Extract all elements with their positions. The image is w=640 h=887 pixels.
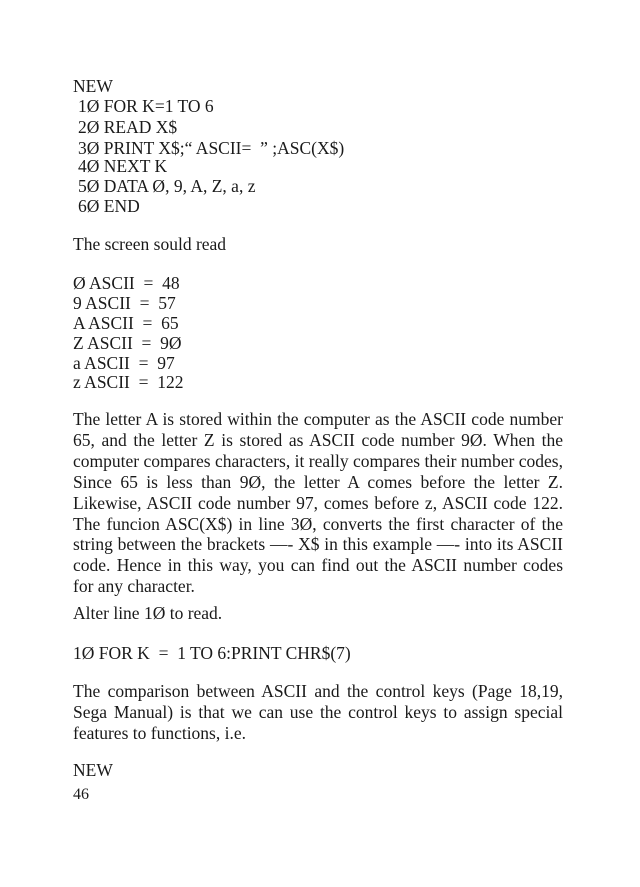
altered-code-line: 1Ø FOR K = 1 TO 6:PRINT CHR$(7) bbox=[73, 643, 351, 663]
code-line-50: 5Ø DATA Ø, 9, A, Z, a, z bbox=[78, 176, 256, 196]
code-line-60: 6Ø END bbox=[78, 196, 140, 216]
comparison-paragraph: The comparison between ASCII and the control keys (Page 18,19, Sega Manual) is that we can use the control keys to assign special features to functions, i.e. bbox=[73, 681, 563, 743]
output-line: a ASCII = 97 bbox=[73, 353, 175, 373]
output-line: Z ASCII = 9Ø bbox=[73, 333, 182, 353]
explanation-paragraph: The letter A is stored within the computer as the ASCII code number 65, and the letter Z is stored as ASCII code number 9Ø. When the computer compares characters, it really compares their number codes, Since 65 is less than 9Ø, the letter A comes before the letter Z. Likewise, ASCII code number 97, comes before z, ASCII code 122. The funcion ASC(X$) in line 3Ø, converts the first character of the string between the brackets —- X$ in this example —- into its ASCII code. Hence in this way, you can find out the ASCII number codes for any character. bbox=[73, 409, 563, 597]
output-line: 9 ASCII = 57 bbox=[73, 293, 176, 313]
page-number: 46 bbox=[73, 786, 89, 803]
code-line-30: 3Ø PRINT X$;“ ASCII= ” ;ASC(X$) bbox=[78, 138, 345, 158]
output-line: Ø ASCII = 48 bbox=[73, 273, 180, 293]
code-line-40: 4Ø NEXT K bbox=[78, 156, 168, 176]
screen-intro-text: The screen sould read bbox=[73, 234, 227, 254]
code-line-20: 2Ø READ X$ bbox=[78, 117, 178, 137]
alter-instruction: Alter line 1Ø to read. bbox=[73, 603, 223, 623]
second-new-keyword: NEW bbox=[73, 760, 113, 780]
program-new-keyword: NEW bbox=[73, 76, 113, 96]
code-line-10: 1Ø FOR K=1 TO 6 bbox=[78, 96, 214, 116]
output-line: z ASCII = 122 bbox=[73, 372, 184, 392]
output-line: A ASCII = 65 bbox=[73, 313, 179, 333]
